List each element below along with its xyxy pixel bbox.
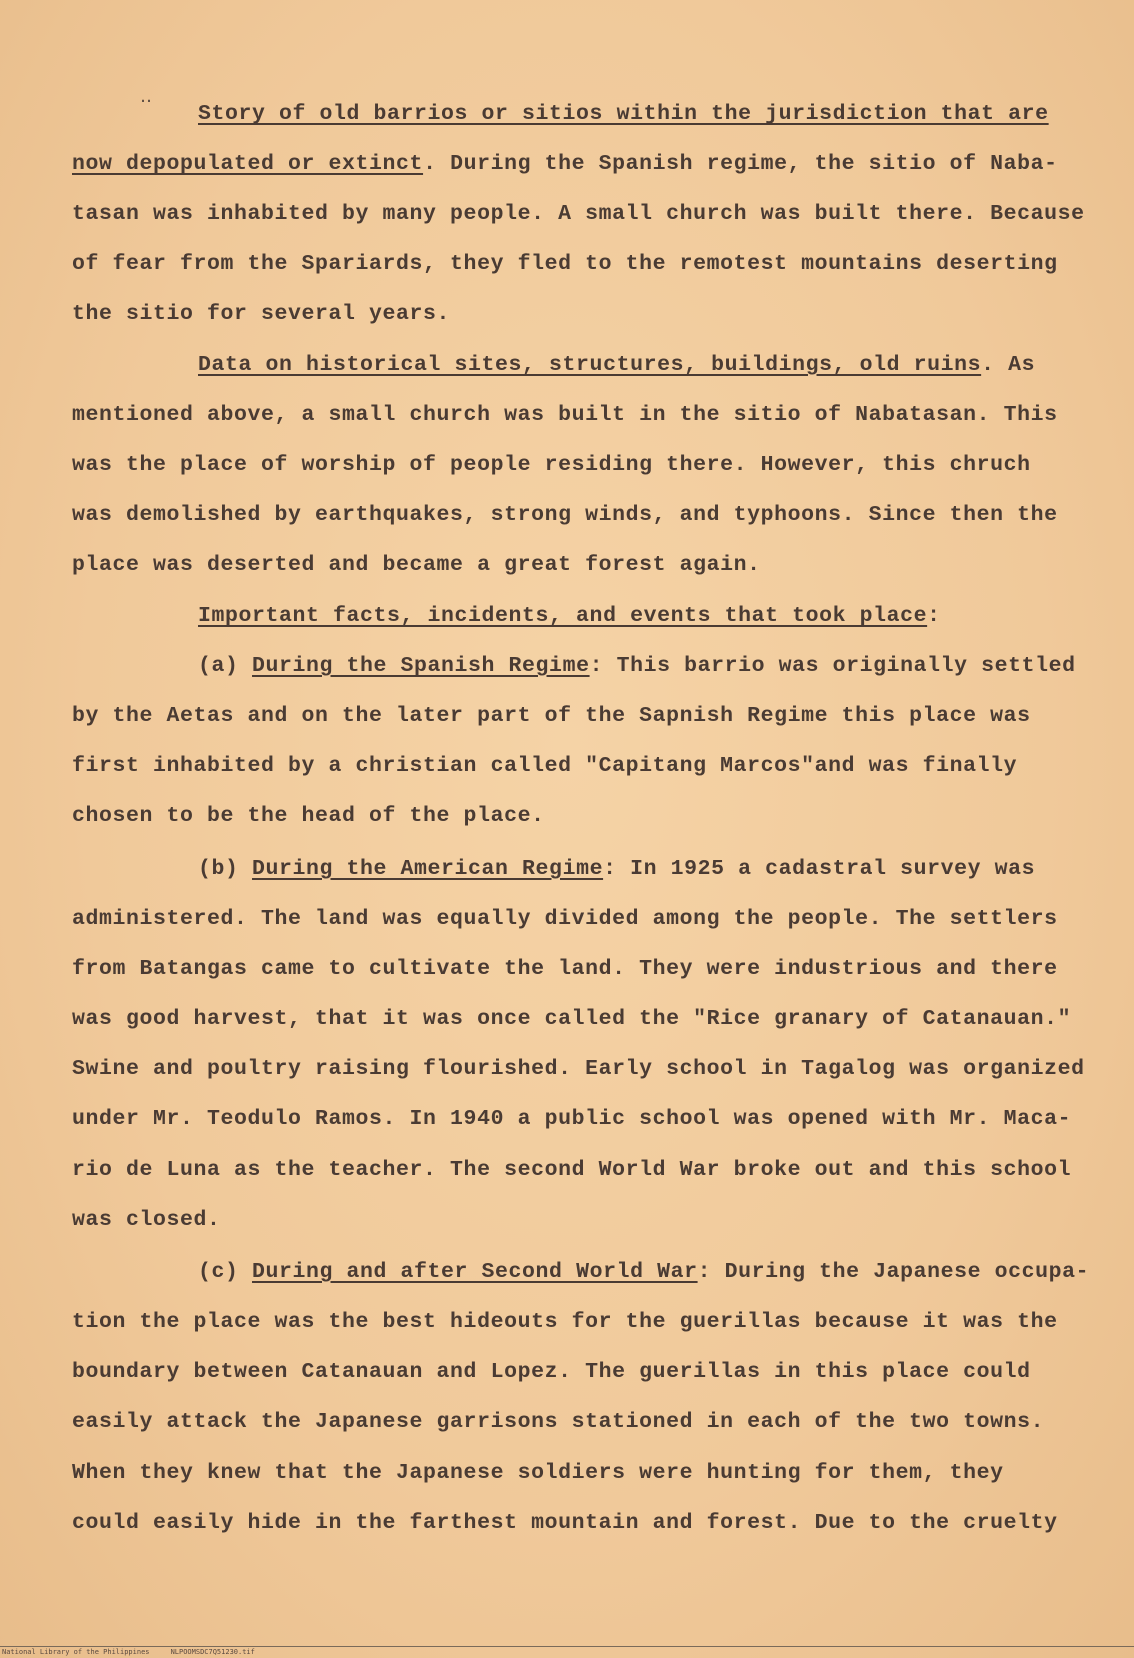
line-10: place was deserted and became a great forest again.	[72, 553, 761, 577]
line-23: was closed.	[72, 1208, 221, 1232]
line-24: (c) During and after Second World War: During the Japanese occupa-	[198, 1260, 1090, 1284]
line-25: tion the place was the best hideouts for the guerillas because it was the	[72, 1310, 1058, 1334]
line-13: by the Aetas and on the later part of the Sapnish Regime this place was	[72, 704, 1031, 728]
stray-mark: ‥	[140, 86, 153, 107]
line-7: mentioned above, a small church was built in the sitio of Nabatasan. This	[72, 403, 1058, 427]
line-21: under Mr. Teodulo Ramos. In 1940 a public school was opened with Mr. Maca-	[72, 1107, 1072, 1131]
line-26: boundary between Catanauan and Lopez. The guerillas in this place could	[72, 1360, 1031, 1384]
line-11: Important facts, incidents, and events that took place:	[198, 604, 941, 628]
line-19: was good harvest, that it was once called the "Rice granary of Catanauan."	[72, 1007, 1072, 1031]
line-29: could easily hide in the farthest mountain and forest. Due to the cruelty	[72, 1511, 1058, 1535]
line-3: tasan was inhabited by many people. A small church was built there. Because	[72, 202, 1085, 226]
line-6: Data on historical sites, structures, buildings, old ruins. As	[198, 353, 1036, 377]
archive-footer: National Library of the Philippines NLPOOMSDC7Q51230.tif	[0, 1646, 1134, 1657]
line-22: rio de Luna as the teacher. The second World War broke out and this school	[72, 1158, 1072, 1182]
line-8: was the place of worship of people residing there. However, this chruch	[72, 453, 1031, 477]
line-5: the sitio for several years.	[72, 302, 451, 326]
line-20: Swine and poultry raising flourished. Early school in Tagalog was organized	[72, 1057, 1085, 1081]
line-17: administered. The land was equally divided among the people. The settlers	[72, 907, 1058, 931]
line-1: Story of old barrios or sitios within the jurisdiction that are	[198, 102, 1049, 126]
line-12: (a) During the Spanish Regime: This barrio was originally settled	[198, 654, 1076, 678]
line-18: from Batangas came to cultivate the land. They were industrious and there	[72, 957, 1058, 981]
line-2: now depopulated or extinct. During the Spanish regime, the sitio of Naba-	[72, 152, 1058, 176]
line-28: When they knew that the Japanese soldiers were hunting for them, they	[72, 1461, 1004, 1485]
line-9: was demolished by earthquakes, strong winds, and typhoons. Since then the	[72, 503, 1058, 527]
line-4: of fear from the Spariards, they fled to the remotest mountains deserting	[72, 252, 1058, 276]
line-14: first inhabited by a christian called "Capitang Marcos"and was finally	[72, 754, 1018, 778]
line-16: (b) During the American Regime: In 1925 a cadastral survey was	[198, 857, 1036, 881]
line-27: easily attack the Japanese garrisons stationed in each of the two towns.	[72, 1410, 1045, 1434]
line-15: chosen to be the head of the place.	[72, 804, 545, 828]
